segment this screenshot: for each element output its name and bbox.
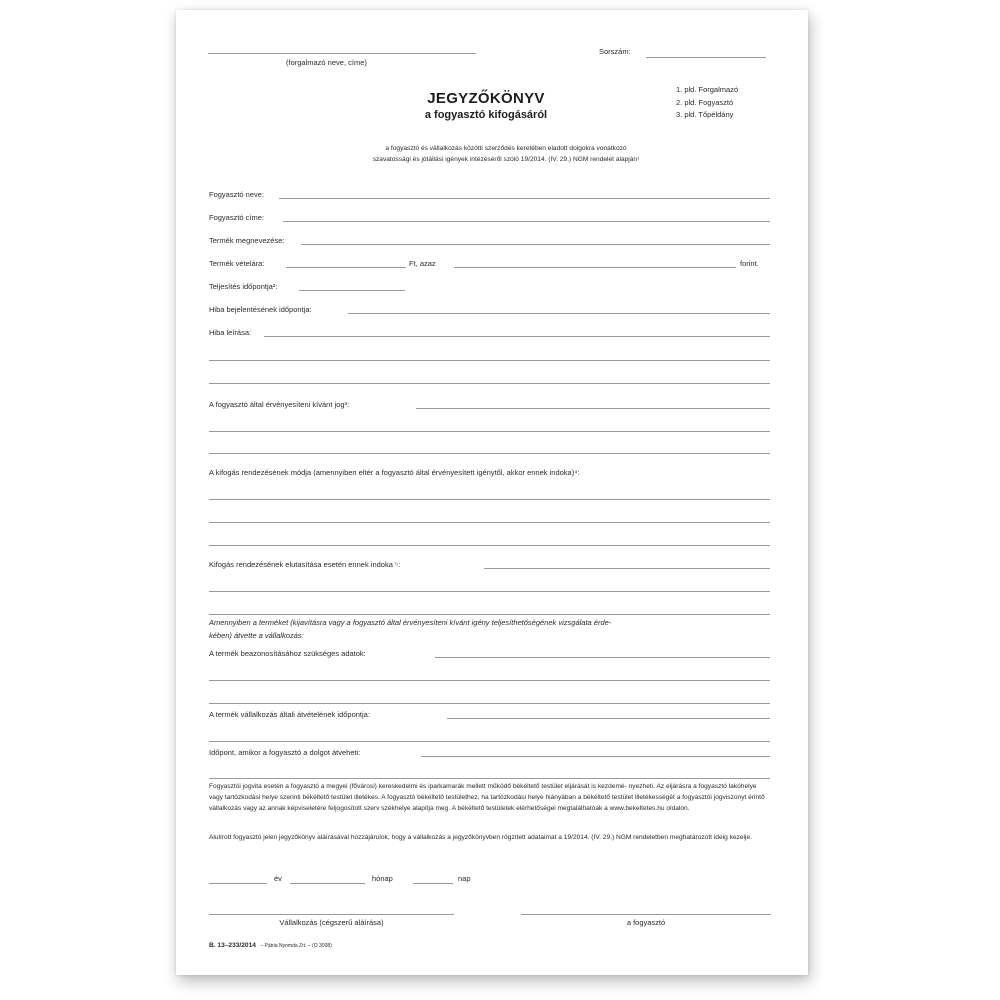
- serial-number-label: Sorszám:: [599, 47, 631, 56]
- return-time-line-1[interactable]: [421, 756, 770, 757]
- takeover-time-line-1[interactable]: [447, 718, 770, 719]
- copy-distribution: [676, 84, 738, 122]
- price-ft-label: Ft, azaz: [409, 259, 436, 268]
- consumer-name-input-line[interactable]: [279, 198, 770, 199]
- year-label: év: [274, 874, 282, 883]
- identification-data-line-3[interactable]: [209, 703, 770, 704]
- repair-condition-line-1: Amennyiben a terméket (kijavításra vagy a fogyasztó által érvényesíteni kívánt igény teljesíthetőségének vizsgálata érde-: [209, 618, 612, 627]
- rejection-reason-line-2[interactable]: [209, 591, 770, 592]
- takeover-time-label: A termék vállalkozás általi átvételének időpontja:: [209, 710, 370, 719]
- dispute-resolution-note: Fogyasztói jogvita esetén a fogyasztó a megyei (fővárosi) kereskedelmi és iparkamarák mellett működő békéltető testület eljárását is kezdemé- nyezheti. Az eljárásra a fogyasztó lakóhelye vagy tartózkodási helye szerinti békéltető testület illetékes. A fogyasztó békéltető testülethez, ha tartózkodási helye hiányában a békéltető testület illetékességét a fogyasztói jogviszonyt érintő vállalkozás vagy az annak képviseletére feljogosított szerv székhelye alapítja meg. A békéltető testületek elérhetőségei megtalálhatóak a www.bekeltetes.hu oldalon.: [209, 783, 765, 813]
- rejection-reason-line-1[interactable]: [484, 568, 770, 569]
- form-code: B. 13–233/2014: [209, 942, 256, 949]
- settlement-method-line-1[interactable]: [209, 499, 770, 500]
- copy-2: 2. pld. Fogyasztó: [676, 97, 734, 107]
- identification-data-line-2[interactable]: [209, 680, 770, 681]
- claimed-right-label: A fogyasztó által érvényesíteni kívánt jog³:: [209, 400, 350, 409]
- document-subtitle: a fogyasztó kifogásáról: [424, 109, 548, 121]
- issuer-name-line: [208, 53, 476, 54]
- product-name-input-line[interactable]: [301, 244, 770, 245]
- consumer-signature-line[interactable]: [521, 914, 771, 915]
- defect-description-label: Hiba leírása:: [209, 328, 252, 337]
- settlement-method-line-3[interactable]: [209, 545, 770, 546]
- consumer-address-label: Fogyasztó címe:: [209, 213, 265, 222]
- day-label: nap: [458, 874, 471, 883]
- delivery-time-input-line[interactable]: [299, 290, 405, 291]
- consumer-name-label: Fogyasztó neve:: [209, 190, 265, 199]
- year-input-line[interactable]: [209, 883, 267, 884]
- product-name-label: Termék megnevezése:: [209, 236, 285, 245]
- identification-data-line-1[interactable]: [435, 657, 770, 658]
- product-price-label: Termék vételára:: [209, 259, 265, 268]
- month-label: hónap: [372, 874, 393, 883]
- product-price-input-line[interactable]: [286, 267, 406, 268]
- claimed-right-line-3[interactable]: [209, 453, 770, 454]
- settlement-method-label: A kifogás rendezésének módja (amennyiben eltér a fogyasztó által érvényesített igénytől, akkor ennek indoka)⁴:: [209, 468, 580, 477]
- form-footer: [209, 934, 332, 952]
- consumer-signature-label: a fogyasztó: [626, 918, 666, 927]
- defect-report-time-input-line[interactable]: [348, 313, 770, 314]
- consent-note: Alulírott fogyasztó jelen jegyzőkönyv aláírásával hozzájárulok, hogy a vállalkozás a jegyzőkönyvben rögzített adataimat a 19/2014. (IV. 29.) NGM rendeletben meghatározott ideig kezelje.: [209, 834, 752, 841]
- intro-text: [256, 144, 756, 165]
- return-time-line-2[interactable]: [209, 778, 770, 779]
- price-in-words-input-line[interactable]: [454, 267, 736, 268]
- serial-number-line: [646, 57, 766, 58]
- company-signature-label: Vállalkozás (cégszerű aláírása): [279, 918, 384, 927]
- rejection-reason-label: Kifogás rendezésének elutasítása esetén ennek indoka ⁵:: [209, 560, 401, 569]
- settlement-method-line-2[interactable]: [209, 522, 770, 523]
- copy-1: 1. pld. Forgalmazó: [676, 85, 739, 94]
- takeover-time-line-2[interactable]: [209, 741, 770, 742]
- claimed-right-line-2[interactable]: [209, 431, 770, 432]
- defect-description-line-2[interactable]: [209, 360, 770, 361]
- section-divider: [209, 614, 770, 615]
- copy-3: 3. pld. Tőpéldány: [676, 110, 734, 119]
- document-title: JEGYZŐKÖNYV: [427, 90, 545, 107]
- printer-info: – Pátria Nyomda Zrt. – (O 3008): [260, 943, 332, 949]
- intro-line-2: szavatossági és jótállási igények intézéséről szóló 19/2014. (IV. 29.) NGM rendelet alapján¹: [372, 155, 640, 163]
- claimed-right-line-1[interactable]: [416, 408, 770, 409]
- delivery-time-label: Teljesítés időpontja²:: [209, 282, 278, 291]
- defect-description-line-1[interactable]: [264, 336, 770, 337]
- form-page: [176, 10, 808, 975]
- defect-report-time-label: Hiba bejelentésének időpontja:: [209, 305, 312, 314]
- return-time-label: Időpont, amikor a fogyasztó a dolgot átveheti:: [209, 748, 361, 757]
- day-input-line[interactable]: [413, 883, 453, 884]
- price-forint-label: forint.: [740, 259, 759, 268]
- consumer-address-input-line[interactable]: [283, 221, 770, 222]
- identification-data-label: A termék beazonosításához szükséges adatok:: [209, 649, 366, 658]
- issuer-label: (forgalmazó neve, címe): [286, 58, 367, 67]
- company-signature-line[interactable]: [209, 914, 454, 915]
- month-input-line[interactable]: [290, 883, 365, 884]
- defect-description-line-3[interactable]: [209, 383, 770, 384]
- intro-line-1: a fogyasztó és vállalkozás közötti szerződés keretében eladott dolgokra vonatkozó: [385, 145, 627, 152]
- repair-condition-line-2: kében) átvette a vállalkozás:: [209, 631, 304, 640]
